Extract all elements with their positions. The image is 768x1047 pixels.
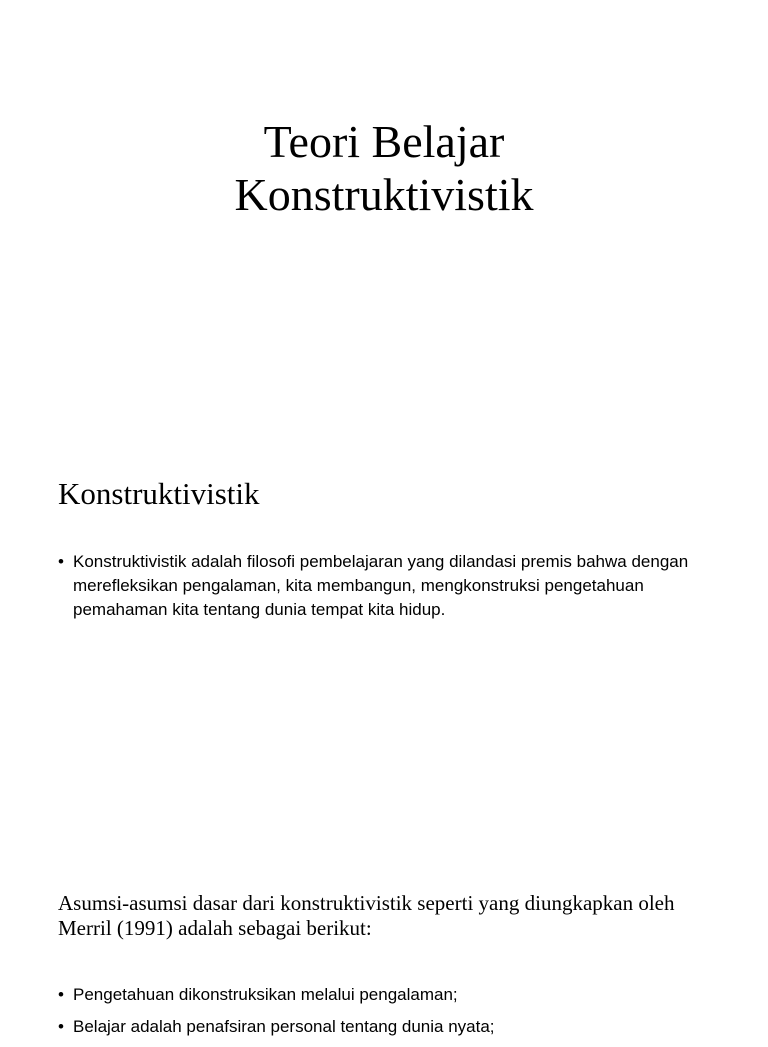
bullet-text: Belajar adalah penafsiran personal tentang dunia nyata; (73, 1017, 495, 1036)
list-item (58, 983, 718, 1007)
list-item (58, 550, 718, 622)
title-line-2: Konstruktivistik (234, 169, 534, 220)
presentation-title (0, 115, 768, 221)
bullet-icon: • (58, 552, 64, 571)
definition-bullet-list (58, 550, 718, 622)
bullet-icon: • (58, 1017, 64, 1036)
slide-assumptions (0, 864, 768, 1036)
bullet-text: Konstruktivistik adalah filosofi pembelajaran yang dilandasi premis bahwa dengan merefleksikan pengalaman, kita membangun, mengkonstruksi pengetahuan pemahaman kita tentang dunia tempat kita hidup. (73, 552, 689, 619)
bullet-text: Pengetahuan dikonstruksikan melalui pengalaman; (73, 985, 458, 1004)
bullet-icon: • (58, 985, 64, 1004)
intro-paragraph: Asumsi-asumsi dasar dari konstruktivistik seperti yang diungkapkan oleh Merril (1991) adalah sebagai berikut: (58, 891, 675, 940)
section-heading: Konstruktivistik (58, 476, 260, 511)
list-item (58, 1015, 718, 1039)
assumption-bullet-list (58, 983, 718, 1047)
slide-title (0, 0, 768, 432)
slide-definition (0, 432, 768, 864)
title-line-1: Teori Belajar (263, 116, 505, 167)
